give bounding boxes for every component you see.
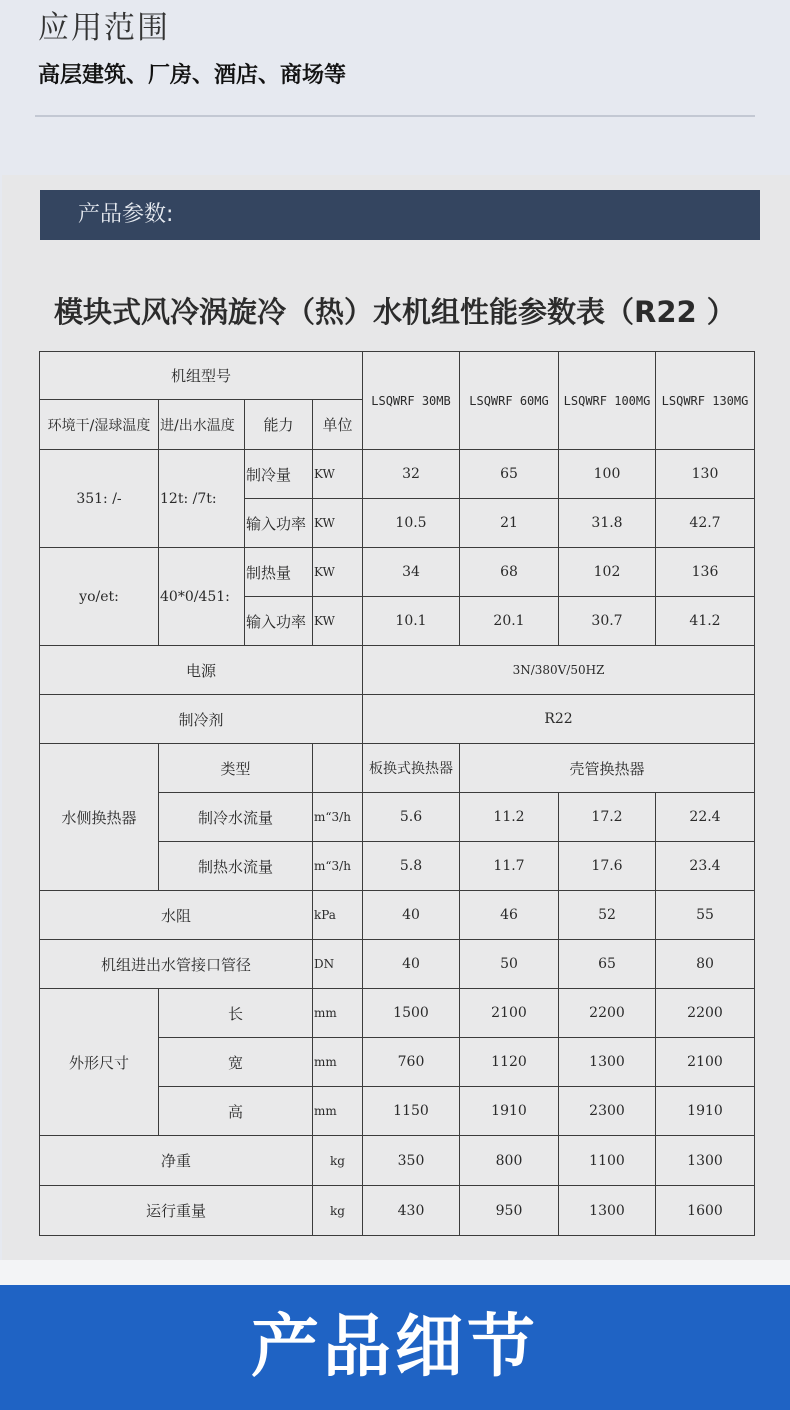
value-cell: 65	[460, 450, 559, 499]
value-cell: 34	[363, 548, 460, 597]
dimensions-label: 外形尺寸	[40, 989, 159, 1136]
value-cell: 80	[656, 940, 755, 989]
row-unit: KW	[313, 450, 363, 499]
section-gap	[0, 1260, 790, 1285]
col-header-ambient: 环境干/湿球温度	[40, 400, 159, 450]
product-params-image	[2, 175, 790, 1260]
model-name: LSQWRF 60MG	[460, 352, 559, 450]
value-cell: 350	[363, 1136, 460, 1186]
value-cell: 102	[559, 548, 656, 597]
application-range-value: 高层建筑、厂房、酒店、商场等	[38, 63, 347, 88]
row-unit: kg	[313, 1186, 363, 1236]
row-unit: KW	[313, 548, 363, 597]
model-name: LSQWRF 100MG	[559, 352, 656, 450]
value-cell: 100	[559, 450, 656, 499]
value-cell: 2200	[559, 989, 656, 1038]
value-cell: 1300	[559, 1038, 656, 1087]
heating-ambient: yo/et:	[40, 548, 159, 646]
value-cell: 130	[656, 450, 755, 499]
row-unit: KW	[313, 597, 363, 646]
value-cell: 21	[460, 499, 559, 548]
value-cell: 55	[656, 891, 755, 940]
value-cell: 20.1	[460, 597, 559, 646]
row-label: 长	[159, 989, 313, 1038]
value-cell: 760	[363, 1038, 460, 1087]
refrigerant-value: R22	[363, 695, 755, 744]
col-header-unit: 单位	[313, 400, 363, 450]
value-cell: 46	[460, 891, 559, 940]
value-cell: 1600	[656, 1186, 755, 1236]
product-details-banner	[0, 1285, 790, 1410]
value-cell: 31.8	[559, 499, 656, 548]
water-hx-label: 水侧换热器	[40, 744, 159, 891]
water-hx-type-label: 类型	[159, 744, 313, 793]
value-cell: 2100	[460, 989, 559, 1038]
row-unit: kPa	[313, 891, 363, 940]
power-label: 电源	[40, 646, 363, 695]
col-header-inout: 进/出水温度	[159, 400, 245, 450]
model-label: 机组型号	[40, 352, 363, 400]
value-cell: 22.4	[656, 793, 755, 842]
value-cell: 1100	[559, 1136, 656, 1186]
value-cell: 11.7	[460, 842, 559, 891]
banner-title: 产品细节	[250, 1308, 539, 1387]
value-cell: 52	[559, 891, 656, 940]
water-hx-type-plate: 板换式换热器	[363, 744, 460, 793]
value-cell: 17.6	[559, 842, 656, 891]
table-title: 模块式风冷涡旋冷（热）水机组性能参数表（R22 ）	[54, 295, 736, 329]
application-range-title: 应用范围	[38, 10, 170, 46]
value-cell: 40	[363, 891, 460, 940]
cooling-ambient: 351: /-	[40, 450, 159, 548]
row-label: 制热水流量	[159, 842, 313, 891]
row-unit: m“3/h	[313, 842, 363, 891]
value-cell: 23.4	[656, 842, 755, 891]
model-name: LSQWRF 30MB	[363, 352, 460, 450]
value-cell: 32	[363, 450, 460, 499]
value-cell: 2100	[656, 1038, 755, 1087]
operating-weight-label: 运行重量	[40, 1186, 313, 1236]
value-cell: 40	[363, 940, 460, 989]
value-cell: 2300	[559, 1087, 656, 1136]
row-label: 制冷量	[245, 450, 313, 499]
row-label: 输入功率	[245, 499, 313, 548]
divider	[35, 115, 755, 117]
row-unit: m“3/h	[313, 793, 363, 842]
value-cell: 65	[559, 940, 656, 989]
value-cell: 950	[460, 1186, 559, 1236]
value-cell: 2200	[656, 989, 755, 1038]
value-cell: 1120	[460, 1038, 559, 1087]
refrigerant-label: 制冷剂	[40, 695, 363, 744]
value-cell: 10.1	[363, 597, 460, 646]
power-value: 3N/380V/50HZ	[363, 646, 755, 695]
value-cell: 10.5	[363, 499, 460, 548]
value-cell: 136	[656, 548, 755, 597]
value-cell: 68	[460, 548, 559, 597]
pipe-diameter-label: 机组进出水管接口管径	[40, 940, 313, 989]
value-cell: 5.8	[363, 842, 460, 891]
col-header-capacity: 能力	[245, 400, 313, 450]
params-header: 产品参数:	[40, 190, 760, 240]
row-unit: mm	[313, 989, 363, 1038]
value-cell: 800	[460, 1136, 559, 1186]
value-cell: 11.2	[460, 793, 559, 842]
value-cell: 430	[363, 1186, 460, 1236]
value-cell: 30.7	[559, 597, 656, 646]
row-label: 制热量	[245, 548, 313, 597]
empty-cell	[313, 744, 363, 793]
value-cell: 50	[460, 940, 559, 989]
value-cell: 1910	[460, 1087, 559, 1136]
row-label: 输入功率	[245, 597, 313, 646]
value-cell: 17.2	[559, 793, 656, 842]
heating-inout: 40*0/451:	[159, 548, 245, 646]
value-cell: 1910	[656, 1087, 755, 1136]
value-cell: 41.2	[656, 597, 755, 646]
row-label: 制冷水流量	[159, 793, 313, 842]
value-cell: 1300	[656, 1136, 755, 1186]
row-unit: kg	[313, 1136, 363, 1186]
value-cell: 1500	[363, 989, 460, 1038]
value-cell: 1300	[559, 1186, 656, 1236]
application-section	[0, 0, 790, 175]
row-unit: KW	[313, 499, 363, 548]
value-cell: 1150	[363, 1087, 460, 1136]
water-resistance-label: 水阻	[40, 891, 313, 940]
row-unit: DN	[313, 940, 363, 989]
cooling-inout: 12t: /7t:	[159, 450, 245, 548]
water-hx-type-shell: 壳管换热器	[460, 744, 755, 793]
row-label: 高	[159, 1087, 313, 1136]
model-name: LSQWRF 130MG	[656, 352, 755, 450]
row-unit: mm	[313, 1038, 363, 1087]
net-weight-label: 净重	[40, 1136, 313, 1186]
value-cell: 5.6	[363, 793, 460, 842]
row-label: 宽	[159, 1038, 313, 1087]
row-unit: mm	[313, 1087, 363, 1136]
value-cell: 42.7	[656, 499, 755, 548]
spec-table	[39, 351, 755, 1236]
